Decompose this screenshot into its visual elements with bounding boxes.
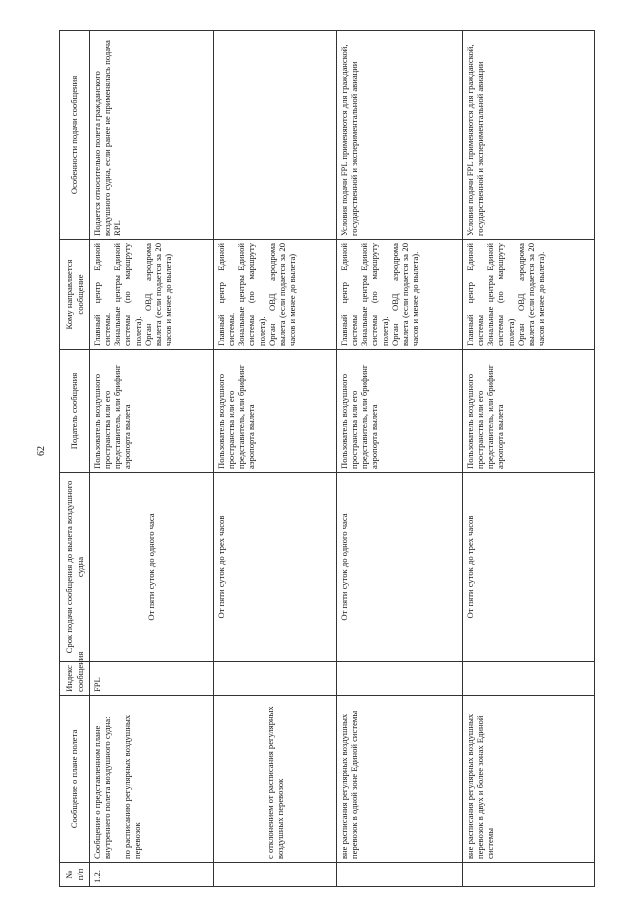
row-message: вне расписания регулярных воздушных перевозок в одной зоне Единой системы: [337, 696, 463, 863]
header-submitter: Податель сообщения: [60, 350, 90, 473]
row-num: 1.2.: [90, 863, 214, 887]
row-term: От пяти суток до трех часов: [463, 473, 595, 662]
message-sub: по расписанию регулярных воздушных перевозок: [122, 714, 143, 859]
row-message: вне расписания регулярных воздушных перевозок в двух и более зонах Единой системы: [463, 696, 595, 863]
table-row: [90, 31, 214, 887]
row-index: [337, 662, 463, 696]
row-term: От пяти суток до одного часа: [337, 473, 463, 662]
row-recipient: Главный центр Единой системы Зональные центры Единой системы (по маршруту полета). Орган ОВД аэродрома вылета (если подается за 20 часов и менее до вылета).: [337, 240, 463, 350]
message-main: Сообщение о представленном плане внутреннего полета воздушного судна:: [92, 716, 113, 859]
header-term: Срок подачи сообщения до вылета воздушного судна: [60, 473, 90, 662]
header-features: Особенности подачи сообщения: [60, 31, 90, 240]
table-row: [463, 31, 595, 887]
row-term: От пяти суток до одного часа: [90, 473, 214, 662]
row-message: [90, 696, 214, 863]
row-submitter: Пользователь воздушного пространства или его представитель, или брифинг аэропорта вылета: [337, 350, 463, 473]
header-index: Индекс сообщения: [60, 662, 90, 696]
row-recipient: Главный центр Единой системы. Зональные центры Единой системы (по маршруту полета). Орган ОВД аэродрома вылета (если подается за 20 часов и менее до вылета): [214, 240, 337, 350]
row-features: Подается относительно полета гражданского воздушного судна, если ранее не применялась подача RPL: [90, 31, 214, 240]
row-features: [214, 31, 337, 240]
table-row: [337, 31, 463, 887]
table-row: [214, 31, 337, 887]
row-index: FPL: [90, 662, 214, 696]
row-submitter: Пользователь воздушного пространства или его представитель, или брифинг аэропорта вылета: [463, 350, 595, 473]
table-header-row: [60, 31, 90, 887]
row-term: От пяти суток до трех часов: [214, 473, 337, 662]
row-index: [214, 662, 337, 696]
row-num: [337, 863, 463, 887]
page-number: 62: [36, 446, 47, 456]
row-submitter: Пользователь воздушного пространства или его представитель, или брифинг аэропорта вылета: [214, 350, 337, 473]
row-num: [214, 863, 337, 887]
row-recipient: Главный центр Единой системы. Зональные центры Единой системы (по маршруту полета). Орган ОВД аэродрома вылета (если подается за 20 часов и менее до вылета): [90, 240, 214, 350]
row-features: Условия подачи FPL применяются для гражданской, государственной и экспериментальной авиации: [463, 31, 595, 240]
row-submitter: Пользователь воздушного пространства или его представитель, или брифинг аэропорта вылета: [90, 350, 214, 473]
rotated-table-container: [59, 31, 594, 887]
row-recipient: Главный центр Единой системы Зональные центры Единой системы (по маршруту полета) Орган ОВД аэродрома вылета (если подается за 20 часов и менее до вылета).: [463, 240, 595, 350]
header-recipient: Кому направляется сообщение: [60, 240, 90, 350]
row-features: Условия подачи FPL применяются для гражданской, государственной и экспериментальной авиации: [337, 31, 463, 240]
flight-plan-table: [59, 30, 595, 887]
row-message: с отклонением от расписания регулярных воздушных перевозок: [214, 696, 337, 863]
row-index: [463, 662, 595, 696]
header-message: Сообщение о плане полета: [60, 696, 90, 863]
row-num: [463, 863, 595, 887]
header-num: № п/п: [60, 863, 90, 887]
